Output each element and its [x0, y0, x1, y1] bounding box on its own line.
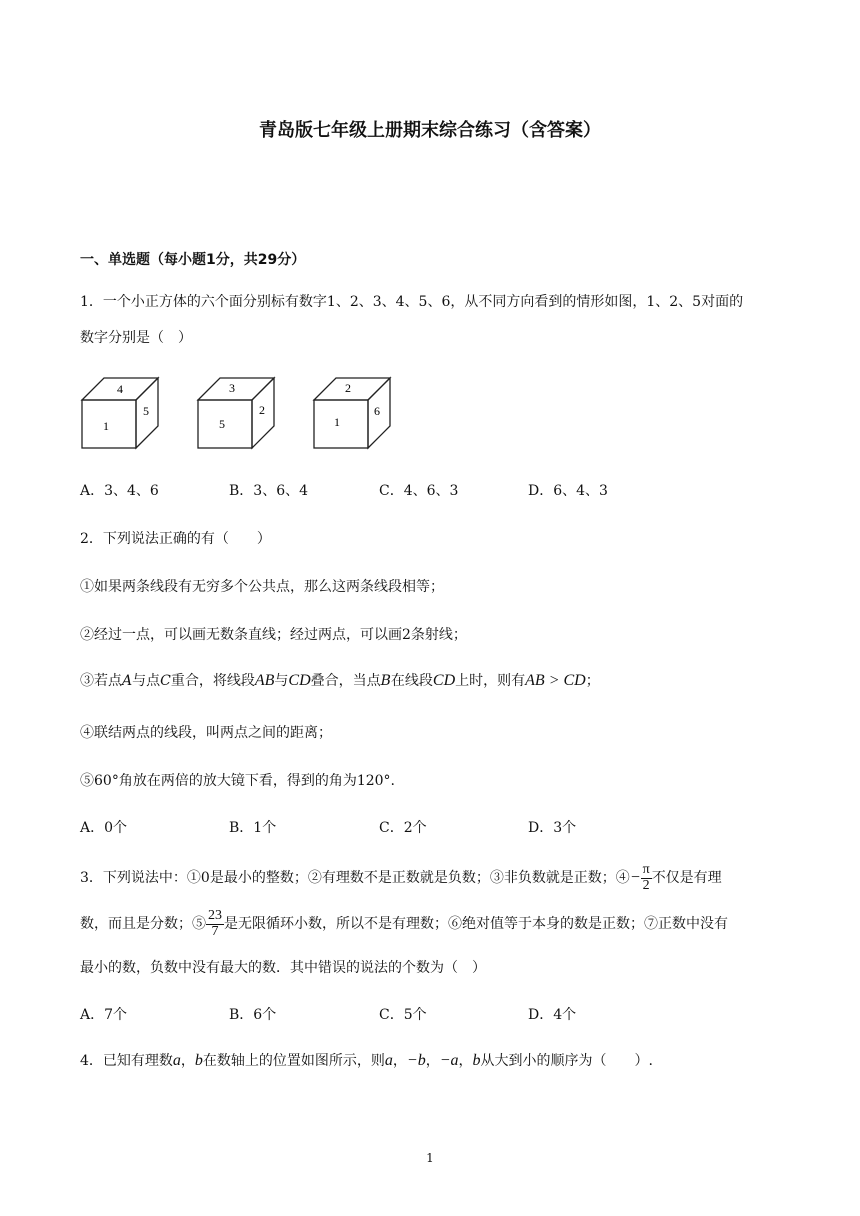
cube2-side-number: 2	[259, 403, 265, 417]
cube3-side-number: 6	[374, 404, 380, 418]
cube1-top-number: 4	[117, 382, 123, 396]
q2-statement-1: ①如果两条线段有无穷多个公共点，那么这两条线段相等；	[80, 579, 444, 595]
q2-statement-5: ⑤60°角放在两倍的放大镜下看，得到的角为120°.	[80, 773, 395, 789]
q2-option-a: A．0个	[80, 820, 128, 836]
fraction-23-over-7: $\frac{23}{7}$	[208, 907, 222, 939]
q2-stem: 2．下列说法正确的有（ ）	[80, 531, 271, 547]
neg-pi-over-2-fraction: $\frac{\pi}{2}$	[642, 861, 650, 893]
cube3-front-number: 1	[334, 415, 340, 429]
section-heading: 一、单选题（每小题1分，共29分）	[80, 252, 306, 268]
cube1-front-number: 1	[103, 419, 109, 433]
q1-option-b: B．3、6、4	[229, 483, 309, 499]
q1-option-c: C．4、6、3	[379, 483, 459, 499]
q1-stem-line1: 1．一个小正方体的六个面分别标有数字1、2、3、4、5、6，从不同方向看到的情形如图，1、2、5对面的	[80, 294, 744, 310]
q3-stem-line2: 数，而且是分数；⑤ $\frac{23}{7}$ 是无限循环小数，所以不是有理数；⑥绝对值等于本身的数是正数；⑦正数中没有	[80, 907, 728, 939]
page-number: 1	[426, 1151, 434, 1165]
q3-option-d: D．4个	[528, 1007, 577, 1023]
q1-option-d: D．6、4、3	[528, 483, 608, 499]
q2-statement-3: ③若点A与点C重合，将线段AB与CD叠合，当点B在线段CD上时，则有AB > CD；	[80, 672, 600, 689]
q3-option-b: B．6个	[229, 1007, 277, 1023]
cube2-top-number: 3	[229, 381, 235, 395]
q2-statement-2: ②经过一点，可以画无数条直线；经过两点，可以画2条射线；	[80, 627, 467, 643]
q3-option-a: A．7个	[80, 1007, 128, 1023]
q2-option-c: C．2个	[379, 820, 427, 836]
q2-option-d: D．3个	[528, 820, 577, 836]
q3-stem-line3: 最小的数，负数中没有最大的数．其中错误的说法的个数为（ ）	[80, 960, 486, 976]
q3-stem-line1: 3．下列说法中：①0是最小的整数；②有理数不是正数就是负数；③非负数就是正数；④− $\frac{\pi}{2}$ 不仅是有理	[80, 861, 722, 893]
q2-statement-4: ④联结两点的线段，叫两点之间的距离；	[80, 725, 332, 741]
cube2-front-number: 5	[219, 417, 225, 431]
q2-option-b: B．1个	[229, 820, 277, 836]
cube1-side-number: 5	[143, 404, 149, 418]
q4-stem: 4．已知有理数a，b在数轴上的位置如图所示，则a，−b，−a，b从大到小的顺序为（ ）.	[80, 1052, 653, 1069]
q3-option-c: C．5个	[379, 1007, 427, 1023]
q1-stem-line2: 数字分别是（ ）	[80, 330, 192, 346]
document-title: 青岛版七年级上册期末综合练习（含答案）	[259, 120, 601, 141]
cube3-top-number: 2	[345, 381, 351, 395]
q1-option-a: A．3、4、6	[80, 483, 159, 499]
cube-figure-3	[312, 374, 394, 450]
cube-figure-1	[80, 374, 162, 450]
cube-figure-2	[196, 374, 278, 450]
